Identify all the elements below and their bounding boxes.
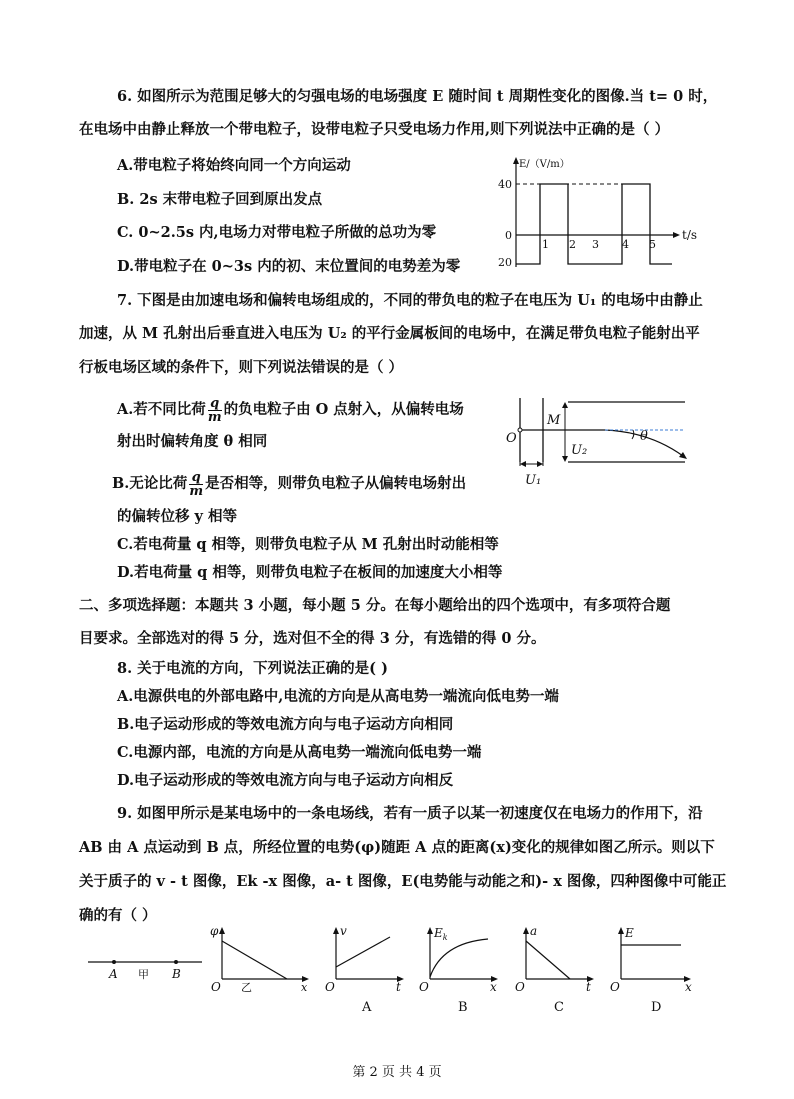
- section2-line2: 目要求。全部选对的得 5 分，选对但不全的得 3 分，有选错的得 0 分。: [79, 630, 546, 647]
- q6-option-b: B. 2s 末带电粒子回到原出发点: [117, 191, 323, 208]
- q9-stem-line1: 9. 如图甲所示是某电场中的一条电场线，若有一质子以某一初速度仅在电场力的作用下，沿: [117, 805, 703, 822]
- q9-a-x: t: [396, 980, 401, 994]
- section2-line1: 二、多项选择题：本题共 3 小题，每小题 5 分。在每小题给出的四个选项中，有多项符合题: [79, 597, 671, 614]
- q8-option-c: C.电源内部，电流的方向是从高电势一端流向低电势一端: [117, 744, 482, 761]
- page-footer: 第 2 页 共 4 页: [352, 1065, 442, 1080]
- q9-d-origin: O: [610, 980, 620, 994]
- q6-tick-3: 3: [592, 238, 599, 251]
- q9-yi-origin: O: [211, 980, 221, 994]
- q7-label-m: M: [547, 413, 561, 428]
- q9-figure-c: [512, 925, 597, 1020]
- q9-c-origin: O: [515, 980, 525, 994]
- q6-graph-ylabel: E/（V/m）: [519, 159, 570, 170]
- q9-b-caption: B: [458, 1000, 468, 1015]
- q8-option-d: D.电子运动形成的等效电流方向与电子运动方向相反: [117, 772, 454, 789]
- q7-label-u2: U₂: [571, 443, 588, 458]
- q6-graph-y40: 40: [498, 178, 512, 191]
- q7-label-u1: U₁: [525, 473, 542, 488]
- q9-figure-a: [322, 925, 407, 1020]
- q7-fraction-q-over-m: $\frac{q}{m}$: [207, 395, 222, 425]
- q9-a-caption: A: [362, 1000, 372, 1015]
- q6-stem-line2: 在电场中由静止释放一个带电粒子，设带电粒子只受电场力作用,则下列说法中正确的是（ ）: [79, 121, 670, 138]
- q6-option-d: D.带电粒子在 0~3s 内的初、末位置间的电势差为零: [117, 258, 461, 275]
- q9-yi-label: 乙: [241, 981, 252, 994]
- q9-stem-line3: 关于质子的 v - t 图像，Ek -x 图像，a- t 图像，E(电势能与动能之和)- x 图像，四种图像中可能正: [79, 873, 727, 890]
- q7-option-b-line2: 的偏转位移 y 相等: [117, 508, 238, 525]
- q8-stem: 8. 关于电流的方向，下列说法正确的是( ): [117, 660, 388, 677]
- q7-label-o: O: [506, 431, 517, 446]
- q8-option-b: B.电子运动形成的等效电流方向与电子运动方向相同: [117, 716, 454, 733]
- q9-a-origin: O: [325, 980, 335, 994]
- q9-stem-line4: 确的有（ ）: [79, 907, 157, 924]
- q7-accelerator-deflector-diagram: [505, 390, 705, 490]
- q9-figure-yi: [207, 925, 312, 995]
- q7-option-d: D.若电荷量 q 相等，则带负电粒子在板间的加速度大小相等: [117, 564, 503, 581]
- q9-yi-x: x: [301, 981, 308, 994]
- q9-figure-d: [607, 925, 697, 1020]
- q9-c-y: a: [530, 924, 538, 938]
- q6-tick-2: 2: [569, 238, 576, 251]
- q9-c-caption: C: [554, 1000, 564, 1015]
- q9-figure-jia: [80, 950, 210, 990]
- q6-option-c: C. 0~2.5s 内,电场力对带电粒子所做的总功为零: [117, 224, 437, 241]
- q7-fraction-q-over-m-b: $\frac{q}{m}$: [189, 469, 204, 499]
- q9-c-x: t: [586, 980, 591, 994]
- q6-graph-y0: 0: [505, 229, 512, 242]
- q9-b-origin: O: [419, 980, 429, 994]
- q9-b-y: $E_k$: [434, 926, 448, 942]
- q7-label-theta: θ: [640, 429, 648, 444]
- q9-jia-a: A: [109, 967, 118, 981]
- q6-option-a: A.带电粒子将始终向同一个方向运动: [117, 157, 351, 174]
- q7-stem-line3: 行板电场区域的条件下，则下列说法错误的是（ ）: [79, 359, 404, 376]
- q6-tick-4: 4: [622, 238, 629, 251]
- q6-graph-xlabel: t/s: [682, 228, 698, 242]
- q9-b-x: x: [490, 980, 497, 994]
- q6-stem-line1: 6. 如图所示为范围足够大的匀强电场的电场强度 E 随时间 t 周期性变化的图像.当 t= 0 时，: [117, 88, 718, 105]
- q6-graph-y20: 20: [498, 256, 512, 269]
- q6-tick-1: 1: [542, 238, 549, 251]
- q9-yi-y: φ: [210, 924, 219, 938]
- q9-d-x: x: [685, 980, 692, 994]
- q9-d-y: E: [625, 926, 634, 940]
- q7-option-a-line2: 射出时偏转角度 θ 相同: [117, 433, 268, 450]
- q9-figure-b: [416, 925, 501, 1020]
- q7-option-a-line1: A.若不同比荷 $\frac{q}{m}$ 的负电粒子由 O 点射入，从偏转电场: [117, 395, 464, 425]
- q9-jia-label: 甲: [138, 968, 149, 981]
- q7-stem-line1: 7. 下图是由加速电场和偏转电场组成的，不同的带负电的粒子在电压为 U₁ 的电场中由静止: [117, 292, 703, 309]
- q7-stem-line2: 加速，从 M 孔射出后垂直进入电压为 U₂ 的平行金属板间的电场中，在满足带负电粒子能射出平: [79, 325, 700, 342]
- q9-d-caption: D: [651, 1000, 662, 1015]
- q6-e-t-graph: [492, 155, 712, 275]
- q9-jia-b: B: [172, 967, 181, 981]
- q8-option-a: A.电源供电的外部电路中,电流的方向是从高电势一端流向低电势一端: [117, 688, 559, 705]
- q7-option-c: C.若电荷量 q 相等，则带负电粒子从 M 孔射出时动能相等: [117, 536, 499, 553]
- q9-stem-line2: AB 由 A 点运动到 B 点，所经位置的电势(φ)随距 A 点的距离(x)变化的规律如图乙所示。则以下: [79, 839, 715, 856]
- q9-a-y: v: [340, 924, 347, 938]
- q7-option-b-line1: B.无论比荷 $\frac{q}{m}$ 是否相等，则带负电粒子从偏转电场射出: [112, 469, 467, 499]
- q6-tick-5: 5: [649, 238, 656, 251]
